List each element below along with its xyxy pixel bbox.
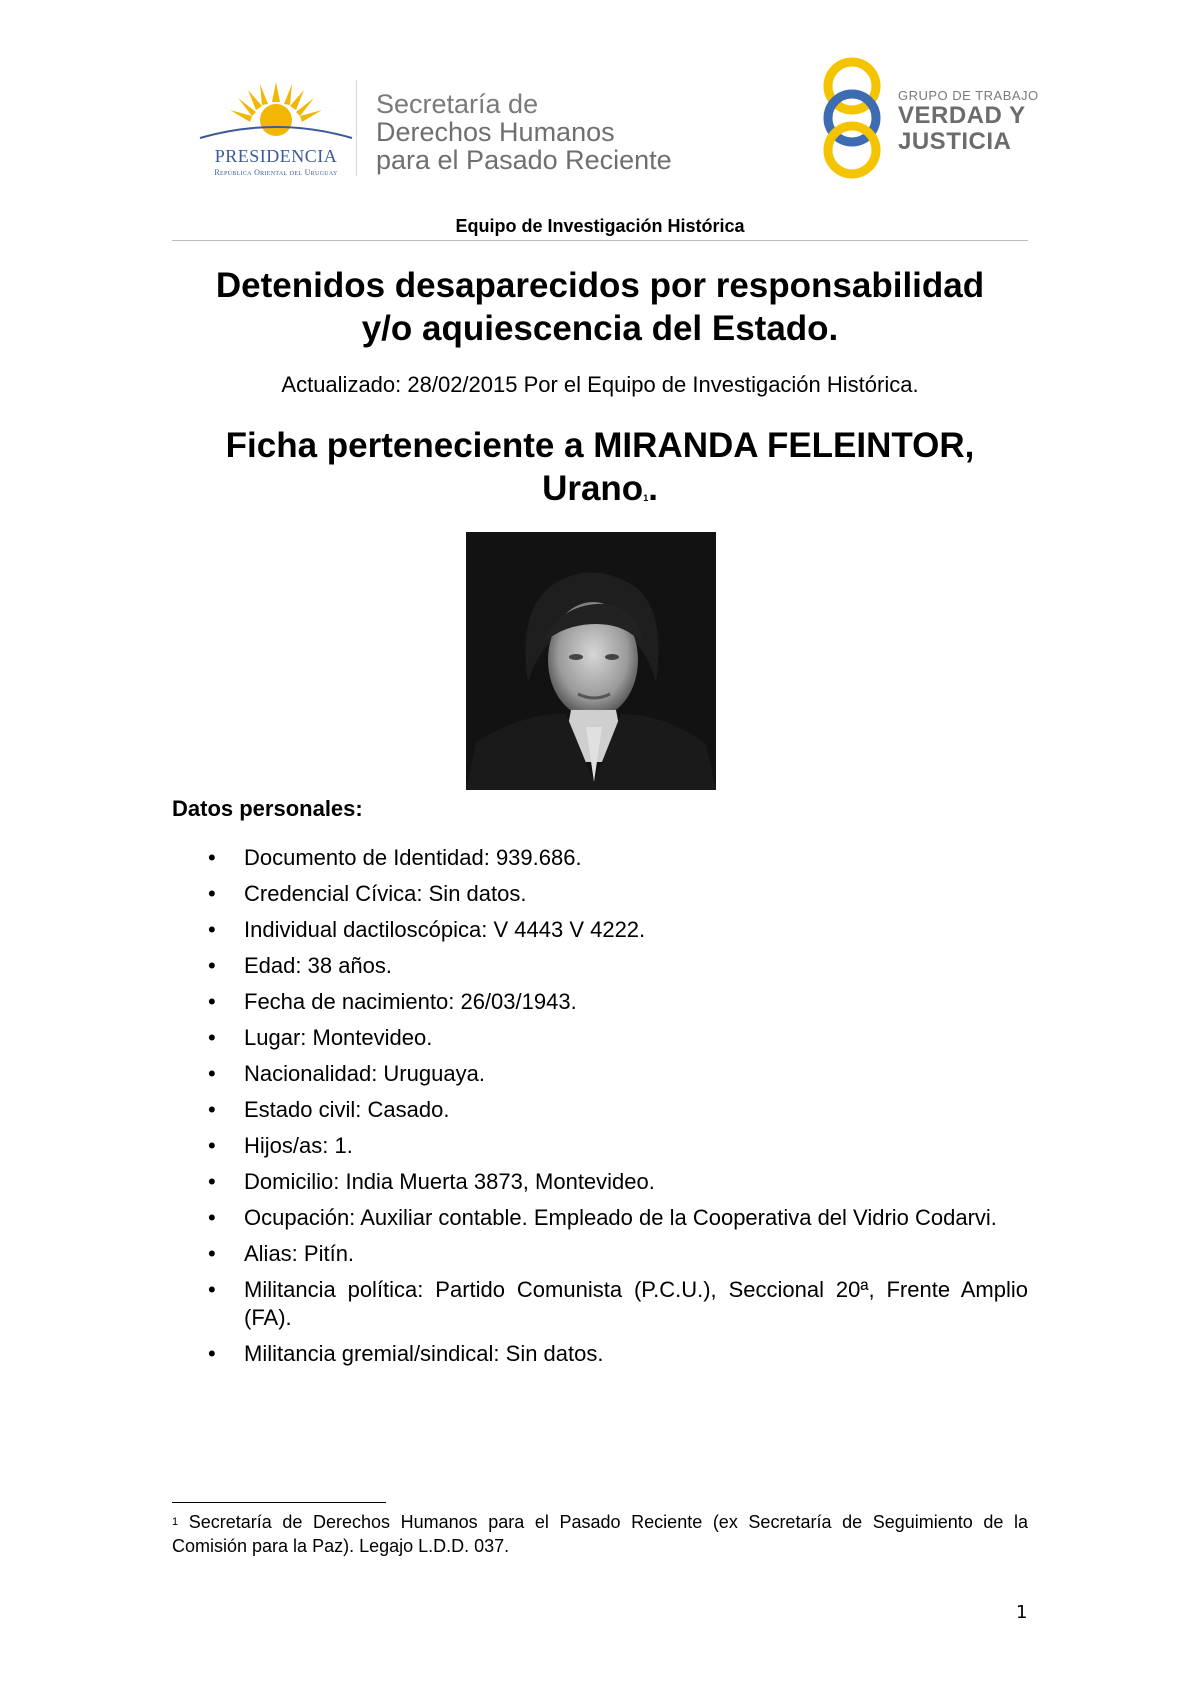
section-heading: Datos personales: (172, 796, 363, 821)
bullet-icon: • (208, 1205, 216, 1230)
ficha-end: . (648, 469, 658, 508)
bullet-icon: • (208, 1241, 216, 1266)
list-item (172, 952, 1028, 980)
presidencia-name: PRESIDENCIA (214, 146, 338, 166)
list-item (172, 1060, 1028, 1088)
page-number: 1 (1016, 1602, 1028, 1623)
bullet-icon: • (208, 1133, 216, 1158)
ficha-line-2 (172, 467, 1028, 510)
bullet-icon: • (208, 989, 216, 1014)
updated-line: Actualizado: 28/02/2015 Por el Equipo de Investigación Histórica. (281, 372, 919, 397)
item-text: Militancia gremial/sindical: Sin datos. (244, 1341, 604, 1366)
sun-emblem-icon (196, 80, 356, 146)
verdad-justicia-logo-text (898, 88, 1039, 155)
bullet-icon: • (208, 1097, 216, 1122)
title-line-2: y/o aquiescencia del Estado. (361, 309, 839, 348)
list-item (172, 880, 1028, 908)
list-item (172, 988, 1028, 1016)
item-text: Ocupación: Auxiliar contable. Empleado de la Cooperativa del Vidrio Codarvi. (244, 1205, 997, 1230)
list-item (172, 1204, 1028, 1232)
item-text: Documento de Identidad: 939.686. (244, 845, 582, 870)
list-item (172, 1168, 1028, 1196)
grupo-line-2: VERDAD Y (898, 102, 1026, 129)
bullet-icon: • (208, 1277, 216, 1302)
footnote-rule (172, 1502, 386, 1503)
ficha-line-1: Ficha perteneciente a MIRANDA FELEINTOR, (225, 426, 975, 465)
item-text: Domicilio: India Muerta 3873, Montevideo. (244, 1169, 655, 1194)
grupo-line-3: JUSTICIA (898, 128, 1012, 155)
presidencia-subtitle: República Oriental del Uruguay (214, 168, 338, 177)
item-text: Alias: Pitín. (244, 1241, 355, 1266)
logo-divider (356, 80, 357, 176)
footnote-text: Secretaría de Derechos Humanos para el Pasado Reciente (ex Secretaría de Seguimiento de la Comisión para la Paz). Legajo L.D.D. 037. (172, 1512, 1028, 1556)
grupo-line-1: GRUPO DE TRABAJO (898, 88, 1039, 103)
bullet-icon: • (208, 917, 216, 942)
ficha-heading (172, 424, 1028, 510)
list-item (172, 1132, 1028, 1160)
personal-data-list (172, 844, 1028, 1376)
item-text: Credencial Cívica: Sin datos. (244, 881, 527, 906)
secretaria-line-3: para el Pasado Reciente (376, 145, 672, 175)
list-item (172, 1240, 1028, 1268)
team-name: Equipo de Investigación Histórica (455, 216, 745, 236)
bullet-icon: • (208, 881, 216, 906)
item-text: Fecha de nacimiento: 26/03/1943. (244, 989, 577, 1014)
ficha-name: Urano (542, 469, 644, 508)
secretaria-line-2: Derechos Humanos (376, 117, 615, 147)
bullet-icon: • (208, 1061, 216, 1086)
presidencia-logo (196, 80, 356, 180)
item-text: Individual dactiloscópica: V 4443 V 4222. (244, 917, 646, 942)
list-item (172, 1340, 1028, 1368)
item-text: Estado civil: Casado. (244, 1097, 450, 1122)
bullet-icon: • (208, 953, 216, 978)
item-text: Edad: 38 años. (244, 953, 393, 978)
footnote-ref: 1 (643, 493, 649, 503)
portrait-photo (466, 532, 716, 790)
secretaria-line-1: Secretaría de (376, 89, 539, 119)
list-item (172, 916, 1028, 944)
list-item (172, 844, 1028, 872)
list-item (172, 1276, 1028, 1332)
bullet-icon: • (208, 1025, 216, 1050)
list-item (172, 1096, 1028, 1124)
secretaria-logo-text (376, 90, 672, 174)
document-title (172, 264, 1028, 350)
item-text: Nacionalidad: Uruguaya. (244, 1061, 485, 1086)
footnote-number: 1 (172, 1516, 179, 1528)
item-text: Lugar: Montevideo. (244, 1025, 433, 1050)
item-text: Militancia política: Partido Comunista (P.C.U.), Seccional 20ª, Frente Amplio (FA). (244, 1277, 1028, 1330)
header-rule (172, 240, 1028, 241)
footnote (172, 1510, 1028, 1558)
title-line-1: Detenidos desaparecidos por responsabilidad (215, 266, 985, 305)
list-item (172, 1024, 1028, 1052)
bullet-icon: • (208, 845, 216, 870)
item-text: Hijos/as: 1. (244, 1133, 353, 1158)
bullet-icon: • (208, 1341, 216, 1366)
bullet-icon: • (208, 1169, 216, 1194)
